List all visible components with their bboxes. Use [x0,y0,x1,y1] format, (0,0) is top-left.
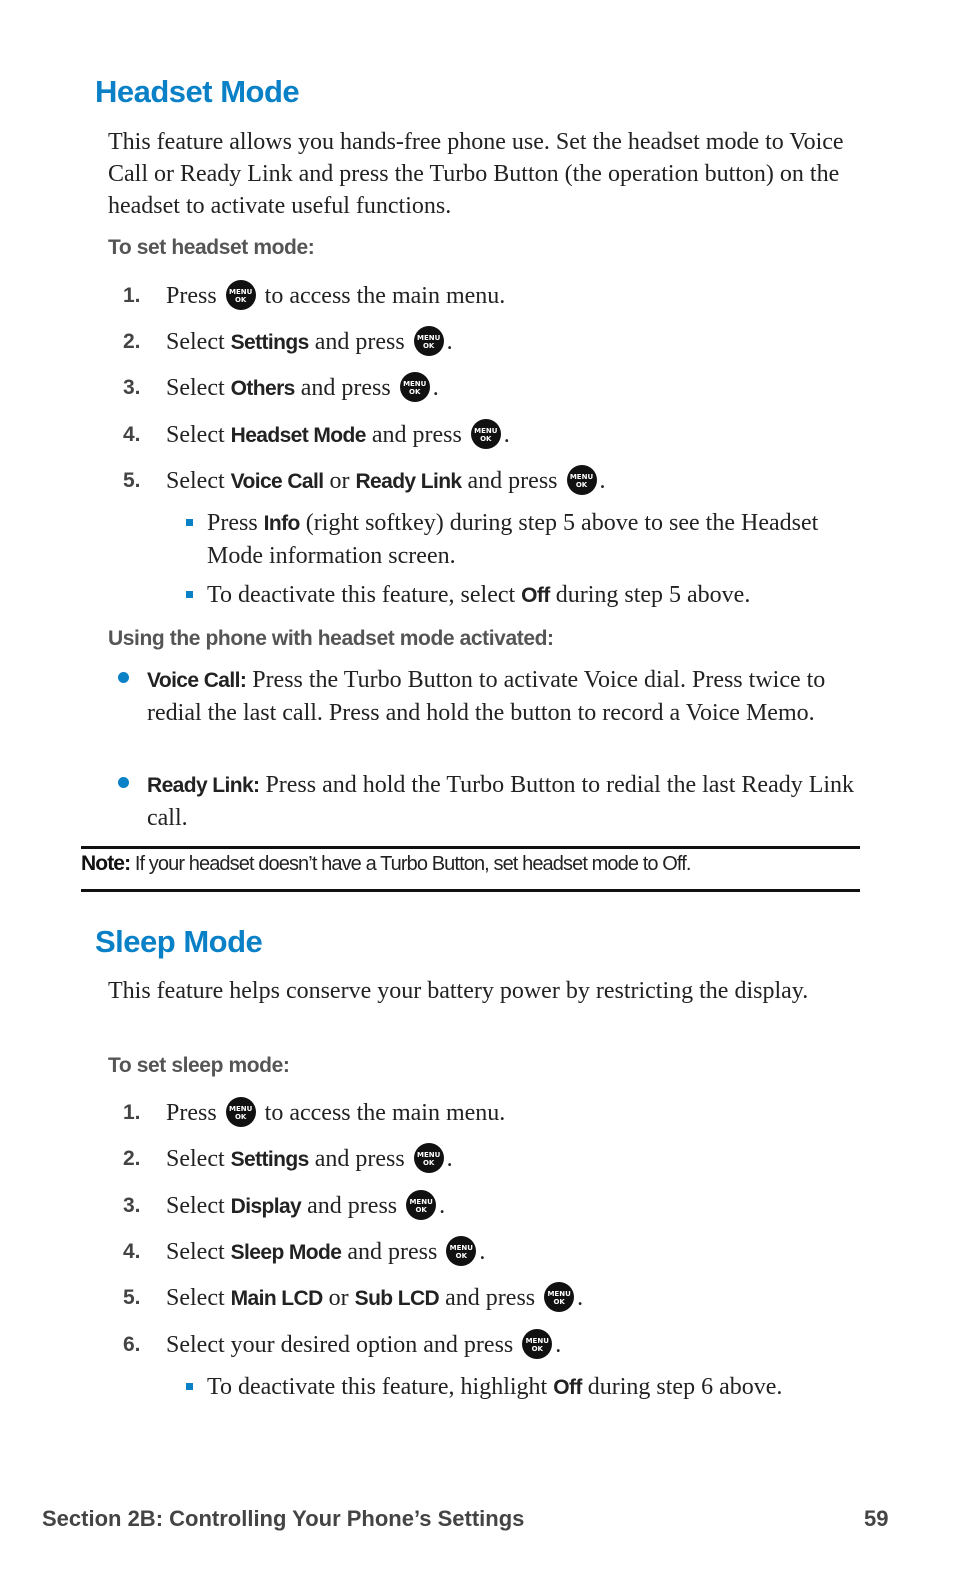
menu-option-label: Sub LCD [354,1287,440,1310]
menu-option-label: Settings [230,331,309,354]
headset-step-3 [123,372,883,404]
menu-option-label: Others [230,377,295,400]
sleep-step-3 [123,1190,883,1222]
menu-ok-key-icon: MENU OK [414,326,444,356]
step-number: 6. [123,1333,141,1356]
step-text: Select Settings and press MENU OK . [166,326,453,359]
step-text: Select Settings and press MENU OK . [166,1143,453,1176]
headset-step-1 [123,280,883,312]
note-bottom-rule [81,889,860,892]
menu-ok-key-icon: MENU OK [414,1143,444,1173]
sleep-step-6 [123,1329,883,1361]
step-number: 1. [123,1101,141,1124]
headset-step-5 [123,465,883,497]
step-text: Select Headset Mode and press MENU OK . [166,419,510,452]
step-number: 4. [123,423,141,446]
headset-step-2 [123,326,883,358]
sleep-step-2 [123,1143,883,1175]
footer-section-title: Section 2B: Controlling Your Phone’s Settings [42,1506,525,1531]
menu-ok-key-icon: MENU OK [446,1236,476,1266]
sleep-tip-off: To deactivate this feature, highlight Off during step 6 above. [207,1374,783,1400]
note-box: Note: If your headset doesn’t have a Turbo Button, set headset mode to Off. [81,852,691,875]
menu-option-label: Voice Call [230,470,324,493]
menu-ok-key-icon: MENU OK [226,1097,256,1127]
step-text: Press MENU OK to access the main menu. [166,1097,505,1129]
step-text: Select Others and press MENU OK . [166,372,439,405]
step-text: Select Voice Call or Ready Link and press MENU OK . [166,465,606,498]
menu-ok-key-icon: MENU OK [522,1329,552,1359]
headset-mode-intro: This feature allows you hands-free phone use. Set the headset mode to Voice Call or Ready Link and press the Turbo Button (the operation button) on the headset to activate useful functions. [108,129,844,219]
menu-ok-key-icon: MENU OK [226,280,256,310]
step-number: 4. [123,1240,141,1263]
menu-option-label: Headset Mode [230,424,366,447]
step-number: 3. [123,1194,141,1217]
sleep-steps-subheading: To set sleep mode: [108,1054,290,1077]
round-bullet-icon [118,777,129,788]
headset-tip-info: Press Info (right softkey) during step 5 above to see the Headset Mode information screen. [207,510,819,569]
menu-ok-key-icon: MENU OK [544,1282,574,1312]
step-text: Select Display and press MENU OK . [166,1190,445,1223]
step-number: 2. [123,1147,141,1170]
round-bullet-icon [118,672,129,683]
square-bullet-icon [186,591,193,598]
sleep-step-1 [123,1097,883,1129]
menu-ok-key-icon: MENU OK [400,372,430,402]
step-text: Select Main LCD or Sub LCD and press MENU OK . [166,1282,583,1315]
step-number: 1. [123,284,141,307]
sleep-step-5 [123,1282,883,1314]
square-bullet-icon [186,1383,193,1390]
step-text: Press MENU OK to access the main menu. [166,280,505,312]
step-text: Select your desired option and press MENU OK . [166,1329,561,1361]
step-number: 5. [123,1286,141,1309]
step-number: 2. [123,330,141,353]
sleep-step-4 [123,1236,883,1268]
menu-option-label: Ready Link [355,470,462,493]
headset-step-4 [123,419,883,451]
menu-option-label: Main LCD [230,1287,323,1310]
menu-option-label: Sleep Mode [230,1241,342,1264]
headset-usage-subheading: Using the phone with headset mode activated: [108,627,554,650]
menu-option-label: Settings [230,1148,309,1171]
sleep-mode-heading: Sleep Mode [95,924,263,959]
step-number: 5. [123,469,141,492]
headset-tip-off: To deactivate this feature, select Off during step 5 above. [207,582,751,608]
note-top-rule [81,846,860,849]
headset-steps-subheading: To set headset mode: [108,236,315,259]
ready-link-description: Ready Link: Press and hold the Turbo Button to redial the last Ready Link call. [147,772,855,831]
menu-ok-key-icon: MENU OK [567,465,597,495]
menu-ok-key-icon: MENU OK [471,419,501,449]
sleep-mode-intro: This feature helps conserve your battery power by restricting the display. [108,978,809,1004]
menu-option-label: Display [230,1195,302,1218]
page-number: 59 [864,1506,889,1531]
menu-ok-key-icon: MENU OK [406,1190,436,1220]
square-bullet-icon [186,519,193,526]
voice-call-description: Voice Call: Press the Turbo Button to activate Voice dial. Press twice to redial the last call. Press and hold the button to record a Voice Memo. [147,667,826,726]
step-number: 3. [123,376,141,399]
step-text: Select Sleep Mode and press MENU OK . [166,1236,485,1269]
headset-mode-heading: Headset Mode [95,74,300,109]
